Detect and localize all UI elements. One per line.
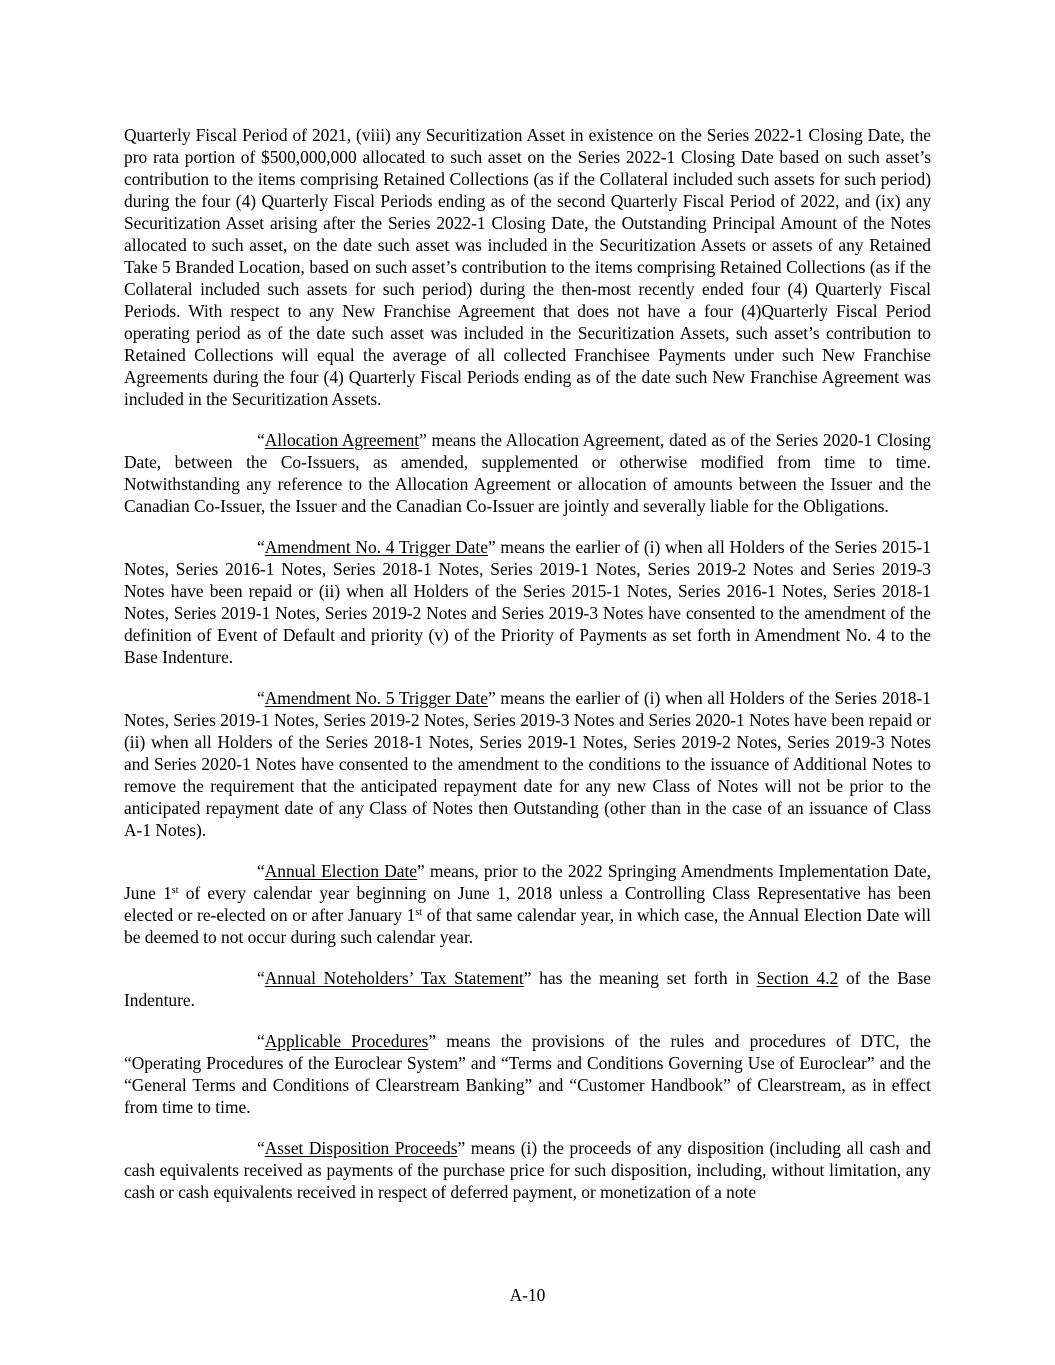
definition-annual-election-date: “Annual Election Date” means, prior to the 2022 Springing Amendments Implementation Date, June 1st of every calendar year beginning on June 1, 2018 unless a Controlling Class Representative has been elected or re-elected on or after January 1st of that same calendar year, in which case, the Annual Election Date will be deemed to not occur during such calendar year.: [124, 861, 932, 947]
definition-asset-disposition-proceeds: “Asset Disposition Proceeds” means (i) the proceeds of any disposition (including all cash and cash equivalents received as payments of the purchase price for such disposition, including, without limitation, any cash or cash equivalents received in respect of deferred payment, or monetization of a note: [124, 1138, 931, 1202]
defined-term: Annual Noteholders’ Tax Statement: [264, 968, 524, 988]
defined-term: Asset Disposition Proceeds: [264, 1138, 458, 1158]
paragraph-continuation: Quarterly Fiscal Period of 2021, (viii) any Securitization Asset in existence on the Series 2022-1 Closing Date, the pro rata portion of $500,000,000 allocated to such asset on the Series 2022-1 Closing Date based on such asset’s contribution to the items comprising Retained Collections (as if the Collateral included such assets for such period) during the four (4) Quarterly Fiscal Periods ending as of the second Quarterly Fiscal Period of 2022, and (ix) any Securitization Asset arising after the Series 2022-1 Closing Date, the Outstanding Principal Amount of the Notes allocated to such asset, on the date such asset was included in the Securitization Assets or assets of any Retained Take 5 Branded Location, based on such asset’s contribution to the items comprising Retained Collections (as if the Collateral included such assets for such period) during the then-most recently ended four (4) Quarterly Fiscal Periods. With respect to any New Franchise Agreement that does not have a four (4)Quarterly Fiscal Period operating period as of the date such asset was included in the Securitization Assets, such asset’s contribution to Retained Collections will equal the average of all collected Franchisee Payments under such New Franchise Agreements during the four (4) Quarterly Fiscal Periods ending as of the date such New Franchise Agreement was included in the Securitization Assets.: [124, 125, 931, 409]
defined-term: Applicable Procedures: [264, 1031, 429, 1051]
definition-applicable-procedures: “Applicable Procedures” means the provisions of the rules and procedures of DTC, the “Operating Procedures of the Euroclear System” and “Terms and Conditions Governing Use of Euroclear” and the “General Terms and Conditions of Clearstream Banking” and “Customer Handbook” of Clearstream, as in effect from time to time.: [124, 1031, 931, 1117]
defined-term: Amendment No. 4 Trigger Date: [264, 537, 488, 557]
definition-amendment-4-trigger-date: “Amendment No. 4 Trigger Date” means the earlier of (i) when all Holders of the Series 2015-1 Notes, Series 2016-1 Notes, Series 2018-1 Notes, Series 2019-1 Notes, Series 2019-2 Notes and Series 2019-3 Notes have been repaid or (ii) when all Holders of the Series 2015-1 Notes, Series 2016-1 Notes, Series 2018-1 Notes, Series 2019-1 Notes, Series 2019-2 Notes and Series 2019-3 Notes have consented to the amendment of the definition of Event of Default and priority (v) of the Priority of Payments as set forth in Amendment No. 4 to the Base Indenture.: [124, 537, 931, 667]
defined-term: Allocation Agreement: [264, 430, 420, 450]
section-reference: Section 4.2: [756, 968, 839, 988]
document-body: [124, 124, 931, 1222]
definition-allocation-agreement: “Allocation Agreement” means the Allocation Agreement, dated as of the Series 2020-1 Closing Date, between the Co-Issuers, as amended, supplemented or otherwise modified from time to time. Notwithstanding any reference to the Allocation Agreement or allocation of amounts between the Issuer and the Canadian Co-Issuer, the Issuer and the Canadian Co-Issuer are jointly and severally liable for the Obligations.: [124, 430, 931, 516]
defined-term: Annual Election Date: [264, 861, 418, 881]
page-number: A-10: [509, 1285, 546, 1305]
defined-term: Amendment No. 5 Trigger Date: [264, 688, 488, 708]
definition-annual-noteholders-tax-statement: “Annual Noteholders’ Tax Statement” has the meaning set forth in Section 4.2 of the Base Indenture.: [124, 968, 932, 1010]
definition-amendment-5-trigger-date: “Amendment No. 5 Trigger Date” means the earlier of (i) when all Holders of the Series 2018-1 Notes, Series 2019-1 Notes, Series 2019-2 Notes, Series 2019-3 Notes and Series 2020-1 Notes have been repaid or (ii) when all Holders of the Series 2018-1 Notes, Series 2019-1 Notes, Series 2019-2 Notes, Series 2019-3 Notes and Series 2020-1 Notes have consented to the amendment to the conditions to the issuance of Additional Notes to remove the requirement that the anticipated repayment date for any new Class of Notes will not be prior to the anticipated repayment date of any Class of Notes then Outstanding (other than in the case of an issuance of Class A-1 Notes).: [124, 688, 931, 840]
